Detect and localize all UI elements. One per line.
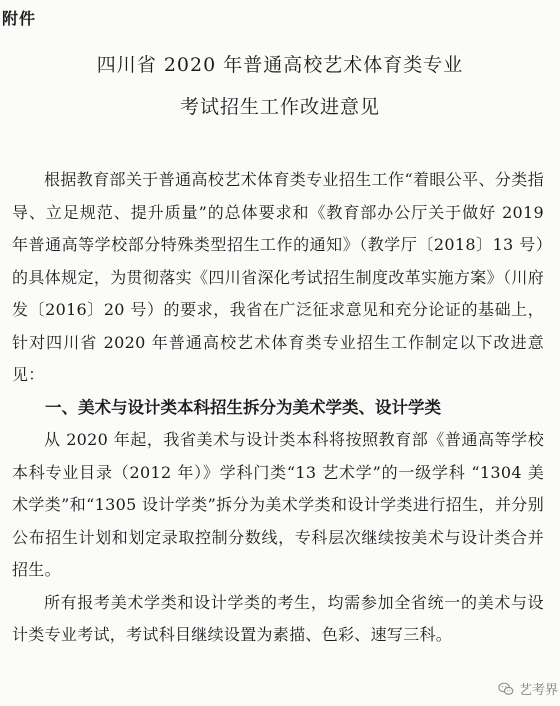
watermark [497,679,558,698]
watermark-text: 艺考界 [518,683,558,698]
document-body [12,164,544,652]
document-title-line2: 考试招生工作改进意见 [179,96,380,118]
intro-paragraph: 根据教育部关于普通高校艺术体育类专业招生工作“着眼公平、分类指导、立足规范、提升质量”的总体要求和《教育部办公厅关于做好 2019 年普通高等学校部分特殊类型招生工作的通知》（教学厅〔2018〕13 号）的具体规定，为贯彻落实《四川省深化考试招生制度改革实施方案》（川府发〔2016〕20 号）的要求，我省在广泛征求意见和充分论证的基础上，针对四川省 2020 年普通高校艺术体育类专业招生工作制定以下改进意见： [12,170,544,384]
section1-heading: 一、美术与设计类本科招生拆分为美术学类、设计学类 [45,397,441,417]
section1-paragraph2: 所有报考美术学类和设计学类的考生，均需参加全省统一的美术与设计类专业考试，考试科目继续设置为素描、色彩、速写三科。 [12,592,544,644]
section1-paragraph1: 从 2020 年起，我省美术与设计类本科将按照教育部《普通高等学校本科专业目录（2012 年）》学科门类“13 艺术学”的一级学科 “1304 美术学类”和“1305 设计学类”拆分为美术学类和设计学类进行招生，并分别公布招生计划和划定录取控制分数线，专科层次继续按美术与设计类合并招生。 [12,430,544,579]
document-title-line1: 四川省 2020 年普通高校艺术体育类专业 [96,54,464,76]
attachment-label: 附件 [2,9,37,28]
wechat-icon [497,680,515,698]
